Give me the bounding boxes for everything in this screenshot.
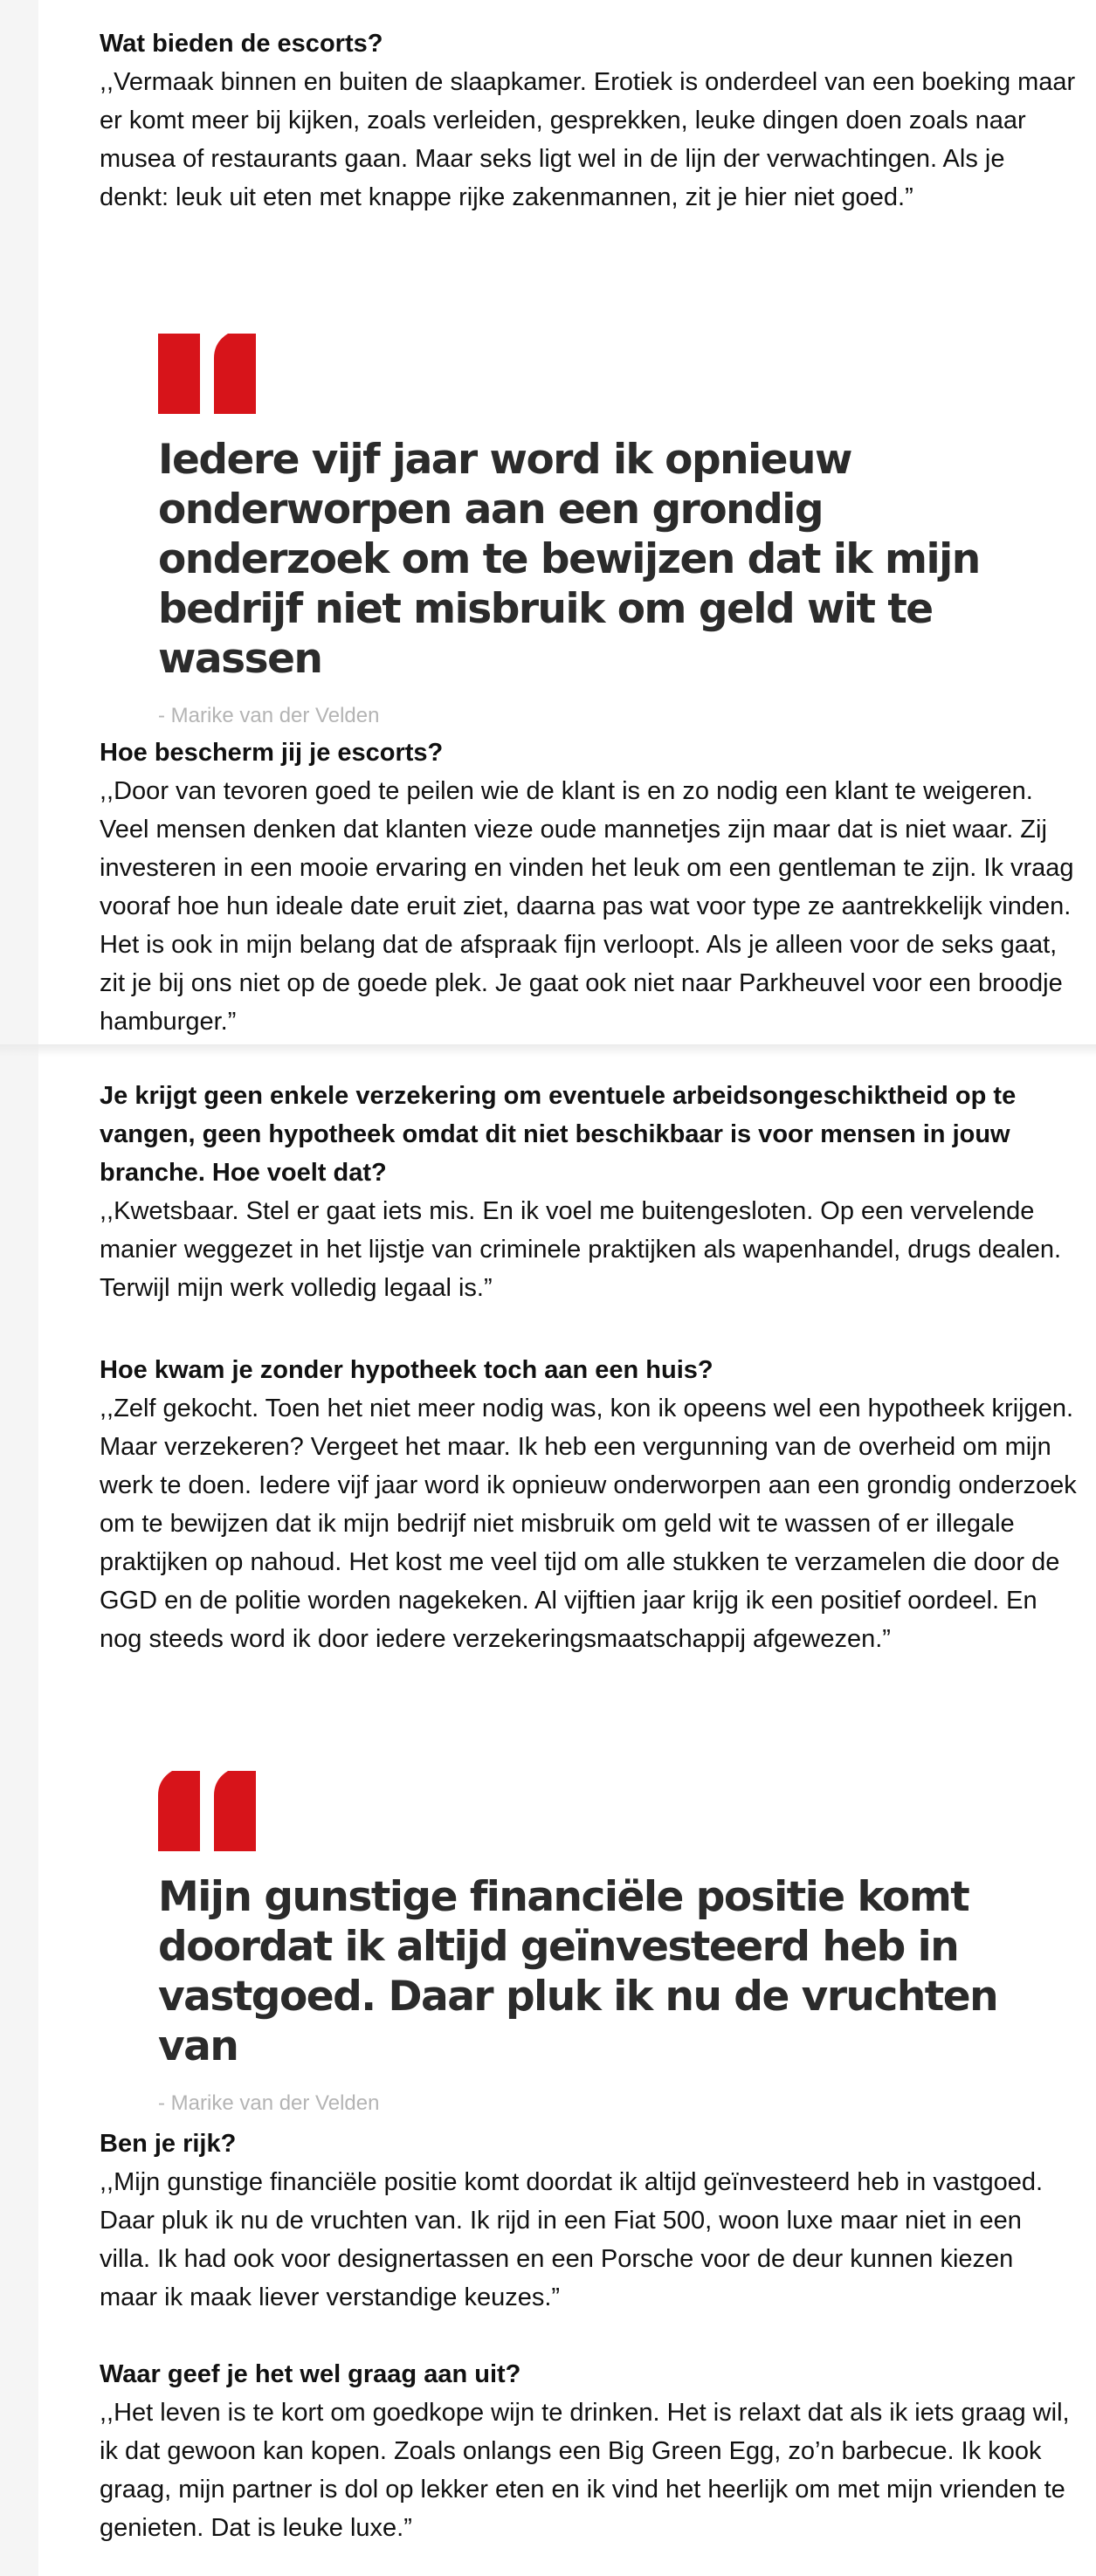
interview-answer: ,,Vermaak binnen en buiten de slaapkamer. Erotiek is onderdeel van een boeking maar er komt meer bij kijken, zoals verleiden, gesprekken, leuke dingen doen zoals naar musea of restaurants gaan. Maar seks ligt wel in de lijn der verwachtingen. Als je denkt: leuk uit eten met knappe rijke zakenmannen, zit je hier niet goed.” xyxy=(100,68,1076,211)
interview-question: Hoe bescherm jij je escorts? xyxy=(100,739,444,767)
interview-answer: ,,Door van tevoren goed te peilen wie de klant is en zo nodig een klant te weigeren. Veel mensen denken dat klanten vieze oude mannetjes zijn maar dat is niet waar. Zij investeren in een mooie ervaring en vinden het leuk om een gentleman te zijn. Ik vraag vooraf hoe hun ideale date eruit ziet, daarna pas wat voor type ze aantrekkelijk vinden. Het is ook in mijn belang dat de afspraak fijn verloopt. Als je alleen voor de seks gaat, zit je bij ons niet op de goede plek. Je gaat ook niet naar Parkheuvel voor een broodje hamburger.” xyxy=(100,777,1074,1036)
interview-answer: ,,Het leven is te kort om goedkope wijn te drinken. Het is relaxt dat als ik iets graag wil, ik dat gewoon kan kopen. Zoals onlangs een Big Green Egg, zo’n barbecue. Ik kook graag, mijn partner is dol op lekker eten en ik vind het heerlijk om met mijn vrienden te genieten. Dat is leuke luxe.” xyxy=(100,2399,1070,2542)
interview-block-6 xyxy=(100,2355,1078,2547)
interview-block-4 xyxy=(100,1351,1078,1658)
pull-quote-text: Mijn gunstige financiële positie komt doordat ik altijd geïnvesteerd heb in vastgoed. Daar pluk ik nu de vruchten van xyxy=(158,1873,998,2070)
interview-block-1 xyxy=(100,24,1078,217)
interview-question: Wat bieden de escorts? xyxy=(100,30,383,58)
pull-quote-author: - Marike van der Velden xyxy=(158,704,380,727)
scroll-divider xyxy=(0,1044,1096,1057)
interview-block-3 xyxy=(100,1077,1078,1307)
interview-answer: ,,Mijn gunstige financiële positie komt doordat ik altijd geïnvesteerd heb in vastgoed. Daar pluk ik nu de vruchten van. Ik rijd in een Fiat 500, woon luxe maar niet in een villa. Ik had ook voor designertassen en een Porsche voor de deur kunnen kiezen maar ik maak liever verstandige keuzes.” xyxy=(100,2168,1044,2311)
interview-question: Waar geef je het wel graag aan uit? xyxy=(100,2360,521,2388)
interview-block-2 xyxy=(100,734,1078,1041)
pull-quote-text: Iedere vijf jaar word ik opnieuw onderworpen aan een grondig onderzoek om te bewijzen dat ik mijn bedrijf niet misbruik om geld wit te wassen xyxy=(158,436,980,683)
interview-answer: ,,Zelf gekocht. Toen het niet meer nodig was, kon ik opeens wel een hypotheek krijgen. Maar verzekeren? Vergeet het maar. Ik heb een vergunning van de overheid om mijn werk te doen. Iedere vijf jaar word ik opnieuw onderworpen aan een grondig onderzoek om te bewijzen dat ik mijn bedrijf niet misbruik om geld wit te wassen of er illegale praktijken op nahoud. Het kost me veel tijd om alle stukken te verzamelen die door de GGD en de politie worden nagekeken. Al vijftien jaar krijg ik een positief oordeel. En nog steeds word ik door iedere verzekeringsmaatschappij afgewezen.” xyxy=(100,1395,1077,1653)
quote-mark-icon xyxy=(158,1771,256,1851)
interview-question: Ben je rijk? xyxy=(100,2130,237,2158)
pull-quote-2 xyxy=(158,1771,1031,2117)
interview-block-5 xyxy=(100,2125,1078,2317)
article-page xyxy=(38,0,1096,2576)
interview-question: Je krijgt geen enkele verzekering om eventuele arbeidsongeschiktheid op te vangen, geen hypotheek omdat dit niet beschikbaar is voor mensen in jouw branche. Hoe voelt dat? xyxy=(100,1082,1017,1187)
interview-question: Hoe kwam je zonder hypotheek toch aan een huis? xyxy=(100,1356,713,1384)
quote-mark-icon xyxy=(158,334,256,414)
interview-answer: ,,Kwetsbaar. Stel er gaat iets mis. En ik voel me buitengesloten. Op een vervelende manier weggezet in het lijstje van criminele praktijken als wapenhandel, drugs dealen. Terwijl mijn werk volledig legaal is.” xyxy=(100,1197,1062,1302)
pull-quote-1 xyxy=(158,334,1031,729)
pull-quote-author: - Marike van der Velden xyxy=(158,2091,380,2115)
